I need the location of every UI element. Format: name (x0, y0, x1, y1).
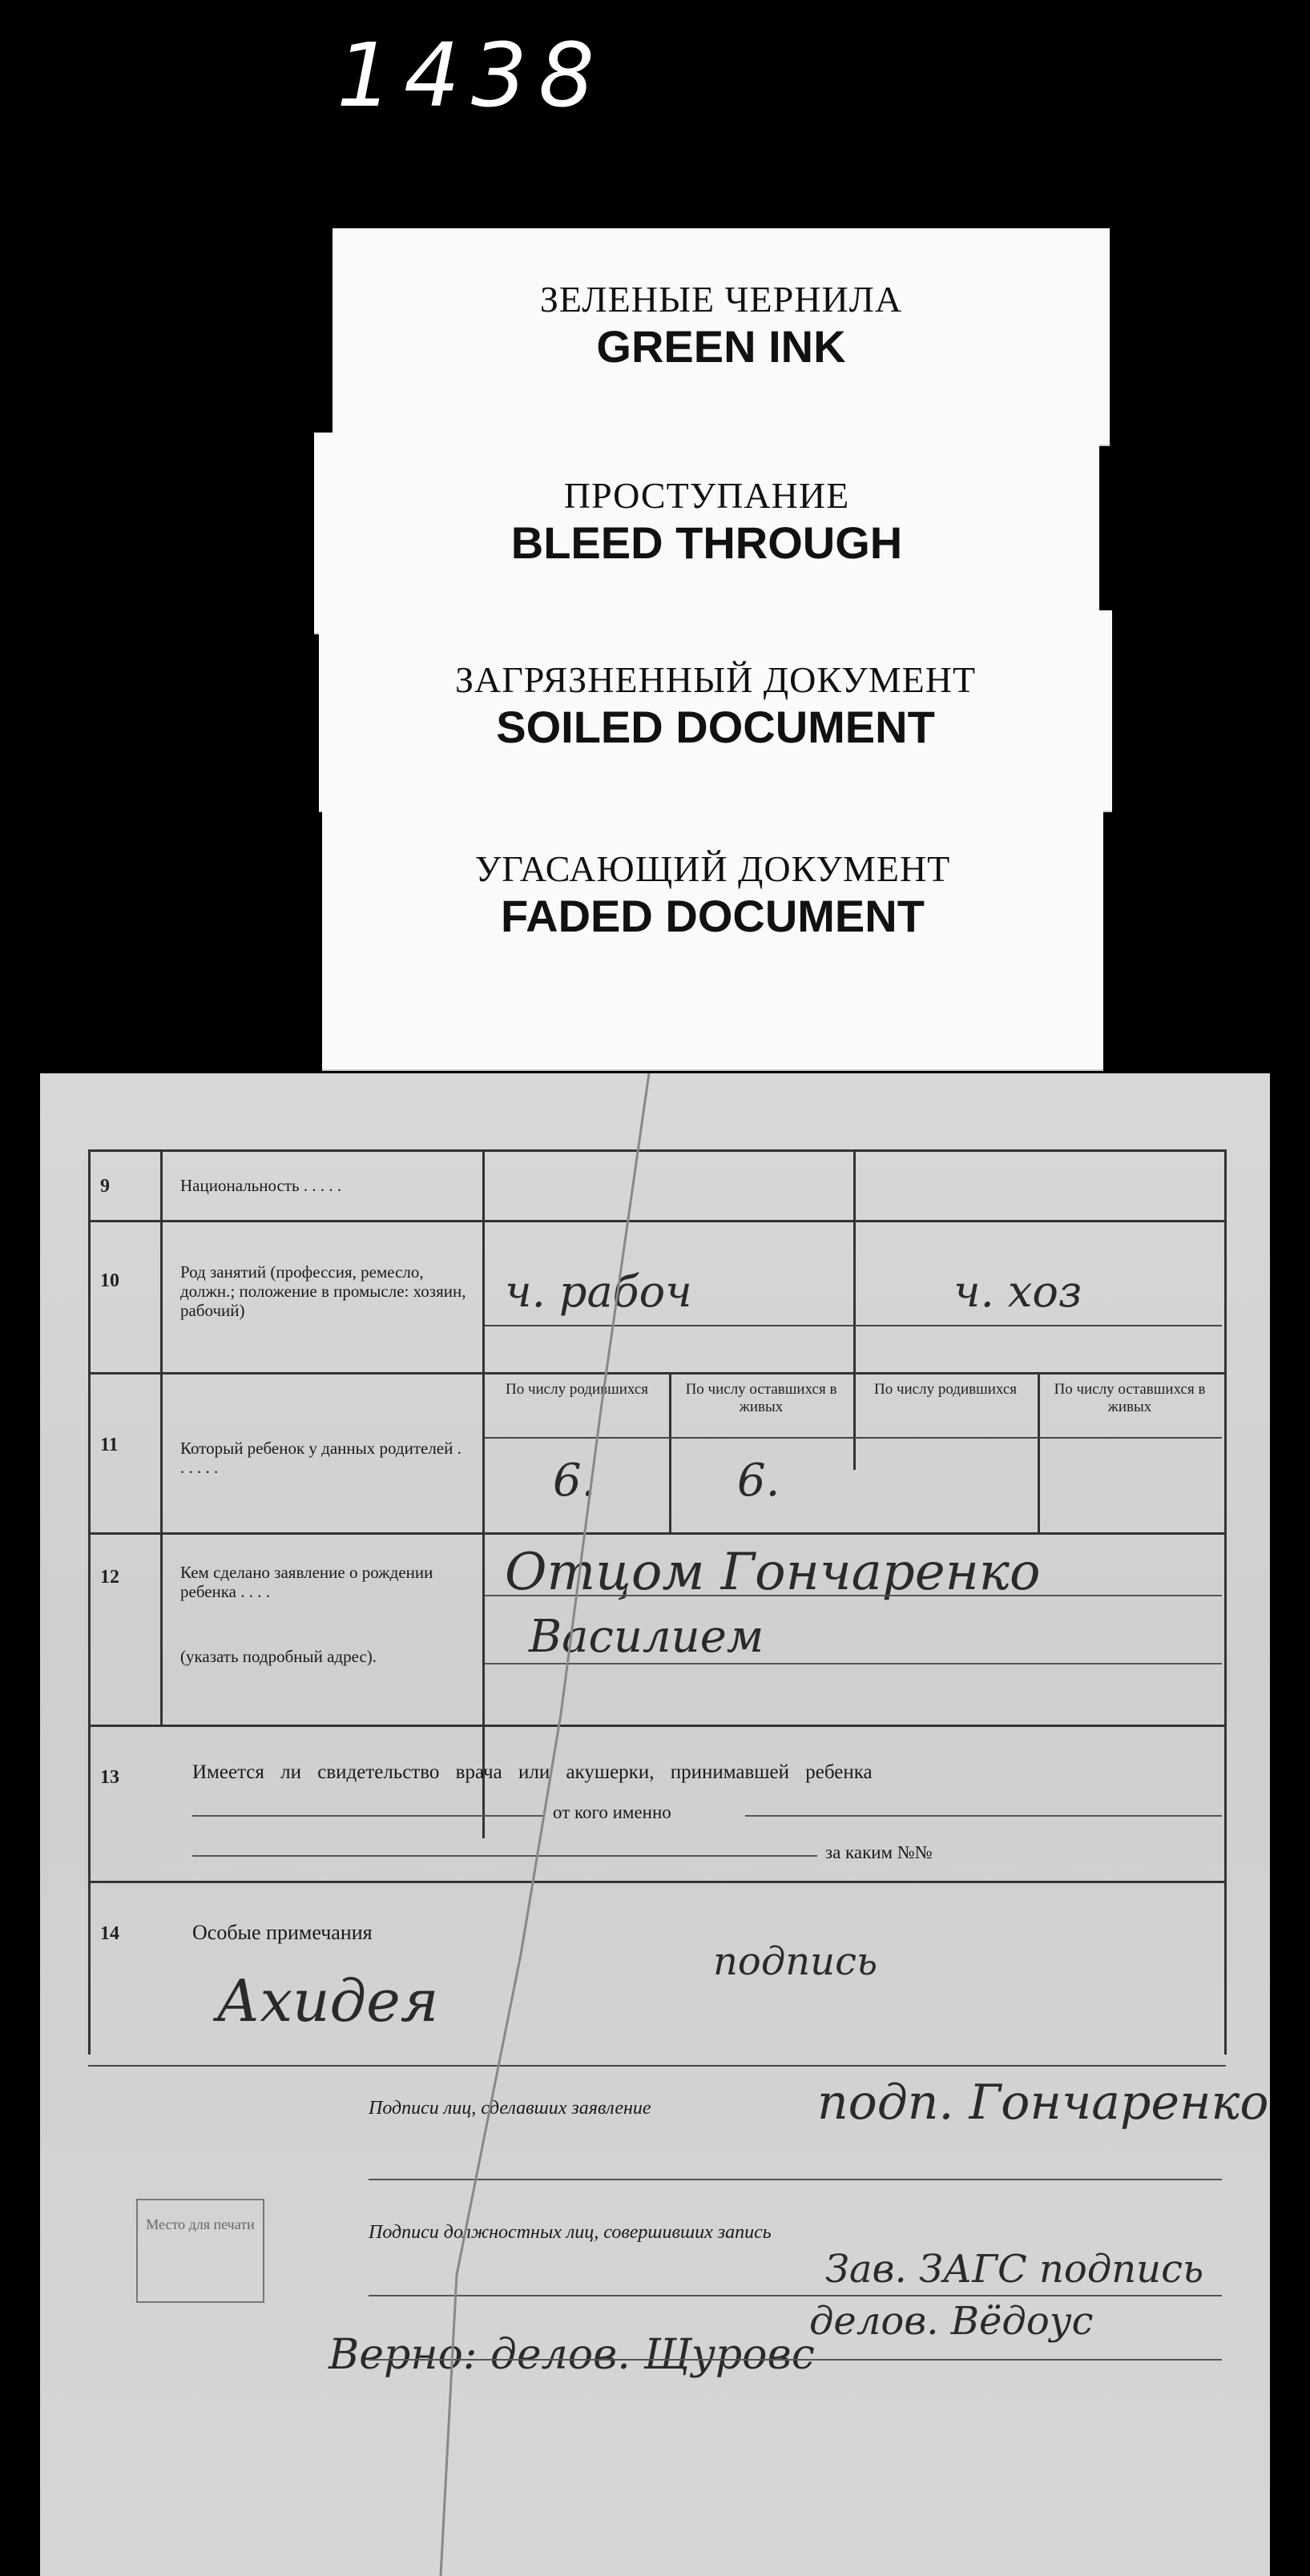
col-living-count: По числу оставшихся в живых (1054, 1381, 1206, 1415)
note-card-green-ink (333, 228, 1110, 445)
row-label: Национальность . . . . . (180, 1176, 342, 1195)
fold-crease (40, 1073, 1270, 2576)
row-number: 13 (100, 1767, 119, 1788)
birth-record-form (40, 1073, 1270, 2576)
card-english-label: SOILED DOCUMENT (496, 702, 935, 752)
row-label-address: (указать подробный адрес). (180, 1647, 377, 1666)
note-card-bleed-through (314, 433, 1099, 633)
card-russian-label: ПРОСТУПАНИЕ (563, 475, 850, 516)
col-born-count: По числу родившихся (873, 1381, 1018, 1398)
card-english-label: BLEED THROUGH (510, 517, 903, 568)
card-russian-label: ЗЕЛЕНЫЕ ЧЕРНИЛА (539, 279, 903, 320)
handwritten-living-count: 6. (737, 1455, 780, 1507)
frame-number: 1438 (337, 24, 606, 127)
row-number: 9 (100, 1176, 110, 1197)
row-label: Который ребенок у данных родителей . . . . . . (180, 1439, 462, 1477)
handwritten-born-count: 6. (553, 1455, 596, 1507)
from-whom-label: от кого именно (553, 1802, 671, 1822)
card-english-label: FADED DOCUMENT (501, 891, 925, 941)
note-card-faded-document (322, 801, 1103, 1069)
col-living-count: По числу оставшихся в живых (685, 1381, 837, 1415)
handwritten-verification: Верно: делов. Щуровс (329, 2331, 815, 2379)
handwritten-declarant-name: Отцом Гончаренко (505, 1543, 1041, 1602)
row-number: 10 (100, 1270, 119, 1291)
handwritten-signature-note: подпись (713, 1939, 878, 1984)
handwritten-registrar-signature: Зав. ЗАГС подпись (825, 2247, 1204, 2292)
row-number: 12 (100, 1567, 119, 1588)
handwritten-clerk-signature: делов. Вёдоус (809, 2299, 1094, 2344)
card-english-label: GREEN INK (596, 321, 846, 372)
handwritten-occupation-father: ч. рабоч (505, 1266, 692, 1317)
official-signatures-label: Подписи должностных лиц, совершивших запись (369, 2222, 772, 2243)
col-born-count: По числу родившихся (505, 1381, 649, 1398)
card-russian-label: ЗАГРЯЗНЕННЫЙ ДОКУМЕНТ (454, 659, 977, 700)
seal-placeholder: Место для печати (136, 2199, 264, 2303)
which-number-label: за каким №№ (825, 1842, 933, 1862)
row-number: 14 (100, 1923, 119, 1944)
row-number: 11 (100, 1435, 119, 1455)
note-card-soiled-document (319, 610, 1112, 811)
handwritten-occupation-mother: ч. хоз (953, 1266, 1082, 1317)
row-label: Особые примечания (192, 1921, 373, 1944)
handwritten-applicant-signature: подп. Гончаренко (817, 2075, 1269, 2131)
row-label: Имеется ли свидетельство врача или акушерки, принимавшей ребенка (192, 1761, 873, 1783)
card-russian-label: УГАСАЮЩИЙ ДОКУМЕНТ (474, 848, 951, 889)
applicant-signatures-label: Подписи лиц, сделавших заявление (369, 2098, 651, 2119)
handwritten-note: Ахидея (216, 1967, 439, 2035)
row-label: Кем сделано заявление о рождении ребенка . . . . (180, 1563, 433, 1601)
handwritten-declarant-given-name: Василием (529, 1611, 764, 1663)
row-label: Род занятий (профессия, ремесло, должн.; положение в промысле: хозяин, рабочий) (180, 1262, 466, 1320)
